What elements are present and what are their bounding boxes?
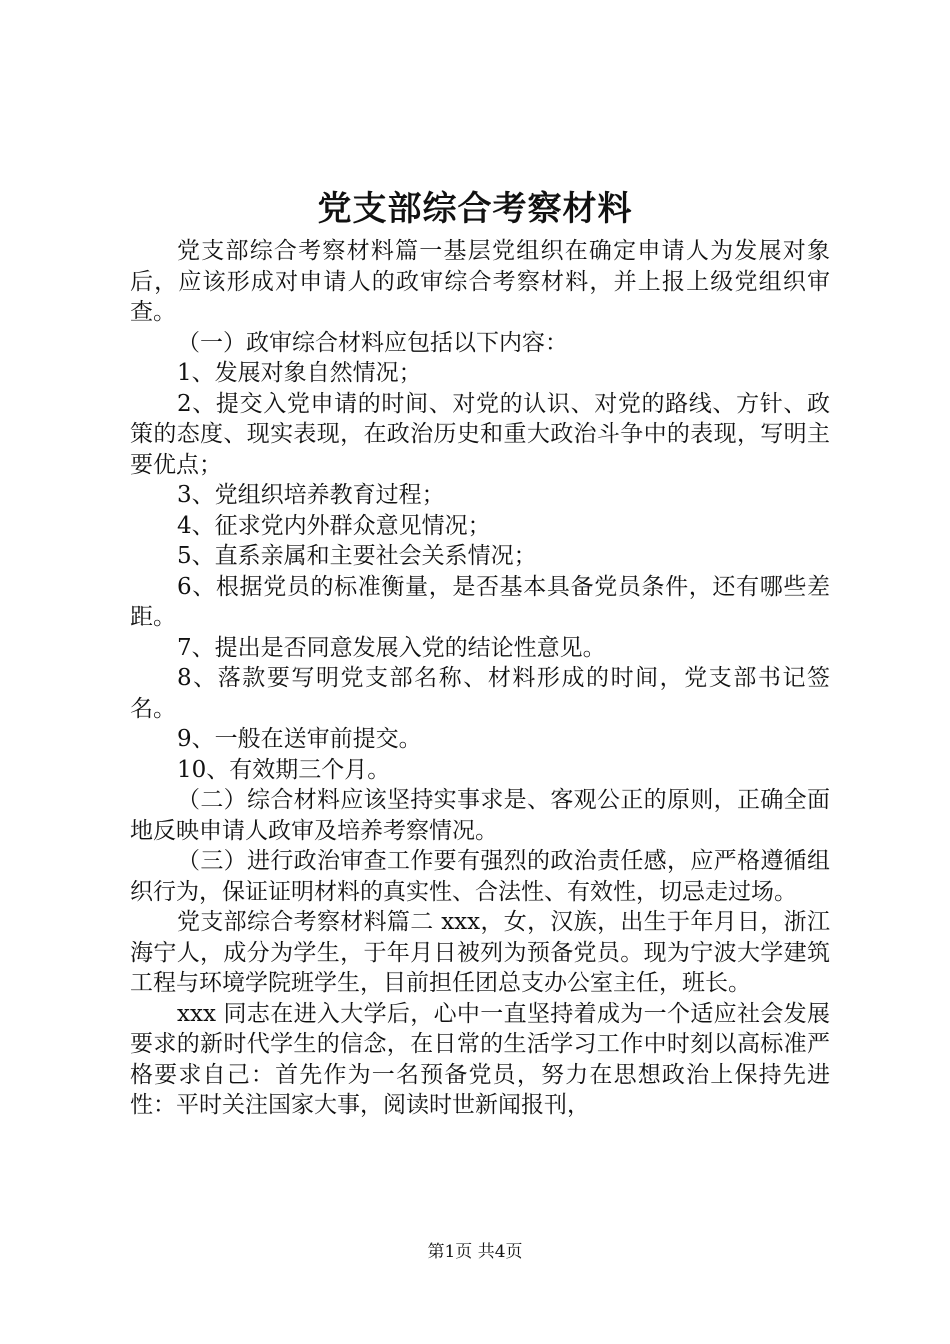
- document-body: [130, 236, 830, 1121]
- paragraph-section-1: （一）政审综合材料应包括以下内容：: [177, 329, 568, 356]
- paragraph-item-6: 6、根据党员的标准衡量，是否基本具备党员条件，还有哪些差距。: [130, 573, 830, 630]
- paragraph-item-1: 1、发展对象自然情况；: [177, 360, 422, 386]
- paragraph-section-2: （二）综合材料应该坚持实事求是、客观公正的原则，正确全面地反映申请人政审及培养考察情况。: [130, 787, 830, 844]
- paragraph-item-9: 9、一般在送审前提交。: [177, 726, 422, 752]
- paragraph-section-3: （三）进行政治审查工作要有强烈的政治责任感，应严格遵循组织行为，保证证明材料的真实性、合法性、有效性，切忌走过场。: [130, 848, 830, 905]
- page-footer: 第1页 共4页: [427, 1242, 523, 1262]
- paragraph-item-5: 5、直系亲属和主要社会关系情况；: [177, 543, 537, 569]
- paragraph-item-4: 4、征求党内外群众意见情况；: [177, 512, 491, 539]
- paragraph-item-3: 3、党组织培养教育过程；: [177, 482, 445, 508]
- paragraph-item-7: 7、提出是否同意发展入党的结论性意见。: [177, 634, 606, 661]
- paragraph-part-2: 党支部综合考察材料篇二 xxx，女，汉族，出生于年月日，浙江海宁人，成分为学生，于年月日被列为预备党员。现为宁波大学建筑工程与环境学院班学生，目前担任团总支办公室主任，班长。: [130, 909, 830, 996]
- paragraph-item-10: 10、有效期三个月。: [177, 756, 391, 783]
- document-title: 党支部综合考察材料: [317, 189, 633, 229]
- paragraph-intro: 党支部综合考察材料篇一基层党组织在确定申请人为发展对象后，应该形成对申请人的政审综合考察材料，并上报上级党组织审查。: [130, 238, 830, 325]
- paragraph-item-2: 2、提交入党申请的时间、对党的认识、对党的路线、方针、政策的态度、现实表现，在政治历史和重大政治斗争中的表现，写明主要优点；: [130, 390, 830, 478]
- paragraph-part-2-cont: xxx 同志在进入大学后，心中一直坚持着成为一个适应社会发展要求的新时代学生的信念，在日常的生活学习工作中时刻以高标准严格要求自己：首先作为一名预备党员，努力在思想政治上保持先进性：平时关注国家大事，阅读时世新闻报刊，: [130, 1000, 830, 1118]
- paragraph-item-8: 8、落款要写明党支部名称、材料形成的时间，党支部书记签名。: [130, 665, 830, 722]
